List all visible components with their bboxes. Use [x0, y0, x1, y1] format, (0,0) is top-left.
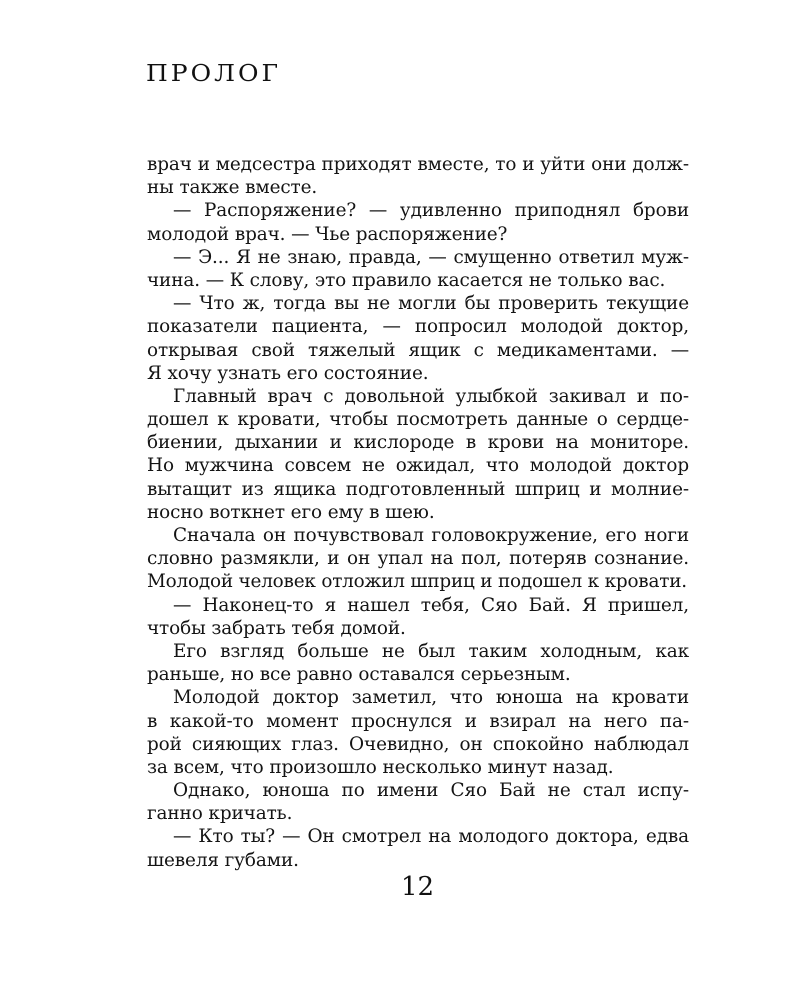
text-line: чтобы забрать тебя домой. — [147, 617, 406, 639]
text-line: молодой врач. — Чье распоряжение? — [147, 223, 508, 245]
page-number: 12 — [400, 872, 435, 902]
text-line: Я хочу узнать его состояние. — [147, 362, 429, 384]
text-line: Молодой человек отложил шприц и подошел к кровати. — [147, 571, 687, 593]
text-line: ны также вместе. — [147, 177, 318, 199]
text-line: раньше, но все равно оставался серьезным. — [147, 664, 571, 686]
text-line: Молодой доктор заметил, что юноша на кровати — [173, 687, 689, 709]
body-text — [147, 153, 689, 872]
text-line: в какой-то момент проснулся и взирал на него па- — [147, 710, 689, 732]
text-line: Однако, юноша по имени Сяо Бай не стал испу- — [173, 780, 689, 802]
chapter-heading: ПРОЛОГ — [146, 60, 282, 87]
text-line: — Кто ты? — Он смотрел на молодого доктора, едва — [173, 826, 689, 848]
text-line: дошел к кровати, чтобы посмотреть данные о сердце- — [147, 409, 689, 431]
text-line: врач и медсестра приходят вместе, то и уйти они долж- — [147, 154, 689, 175]
text-line: шевеля губами. — [147, 849, 299, 871]
text-line: открывая свой тяжелый ящик с медикаментами. — — [147, 339, 689, 361]
text-line: биении, дыхании и кислороде в крови на мониторе. — [147, 432, 689, 454]
text-line: Сначала он почувствовал головокружение, его ноги — [173, 525, 689, 546]
text-line: чина. — К слову, это правило касается не только вас. — [147, 269, 666, 291]
text-line: вытащит из ящика подготовленный шприц и молние- — [147, 478, 689, 500]
text-line: — Распоряжение? — удивленно приподнял брови — [173, 200, 689, 222]
text-line: — Наконец-то я нашел тебя, Сяо Бай. Я пришел, — [173, 594, 689, 616]
text-line: Но мужчина совсем не ожидал, что молодой доктор — [147, 455, 689, 477]
text-line: Его взгляд больше не был таким холодным, как — [173, 640, 689, 662]
text-line: рой сияющих глаз. Очевидно, он спокойно наблюдал — [147, 733, 689, 755]
text-line: ганно кричать. — [147, 803, 293, 825]
text-line: носно воткнет его ему в шею. — [147, 501, 435, 523]
text-line: — Что ж, тогда вы не могли бы проверить текущие — [173, 293, 689, 315]
text-line: — Э... Я не знаю, правда, — смущенно ответил муж- — [173, 246, 689, 268]
text-line: показатели пациента, — попросил молодой доктор, — [147, 316, 689, 338]
text-line: Главный врач с довольной улыбкой закивал и по- — [173, 385, 689, 407]
text-line: словно размякли, и он упал на пол, потеряв сознание. — [147, 548, 689, 570]
text-line: за всем, что произошло несколько минут назад. — [147, 756, 614, 778]
